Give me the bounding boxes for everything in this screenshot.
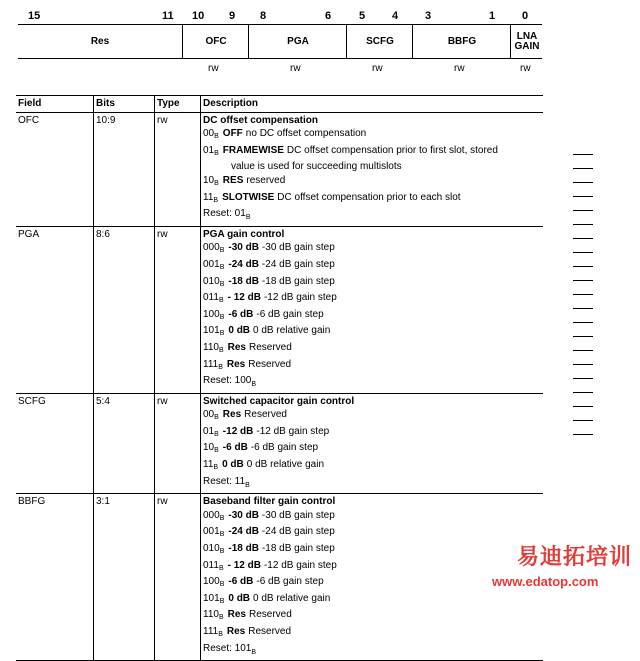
value-mnemonic: Res: [227, 609, 246, 621]
value-code-digits: 00: [203, 128, 215, 140]
margin-dash: [573, 336, 593, 337]
bit-label: 15: [28, 10, 41, 22]
cell-description: [201, 393, 544, 494]
value-code-digits: 001: [203, 526, 220, 538]
value-text: -6 dB gain step: [250, 442, 319, 454]
value-mnemonic: -6 dB: [228, 308, 254, 320]
value-mnemonic: -24 dB: [228, 258, 259, 270]
value-code: [203, 526, 224, 537]
value-code-digits: 001: [203, 258, 220, 270]
value-option: [203, 441, 541, 458]
value-mnemonic: 0 dB: [228, 592, 251, 604]
value-code: [203, 609, 224, 620]
value-code-digits: 00: [203, 409, 215, 421]
value-mnemonic: -18 dB: [228, 543, 259, 555]
header-description: Description: [201, 96, 544, 113]
value-code-digits: 011: [203, 292, 219, 304]
value-option: [203, 408, 541, 425]
value-text: 0 dB relative gain: [246, 459, 325, 471]
value-code-digits: 100: [203, 308, 220, 320]
value-code-base: B: [219, 330, 225, 338]
value-text: -6 dB gain step: [256, 308, 324, 320]
margin-dash: [573, 210, 593, 211]
value-code-digits: 101: [203, 592, 220, 604]
cell-type: rw: [155, 494, 201, 661]
value-code-base: B: [214, 179, 219, 187]
value-code-digits: 11: [203, 459, 214, 471]
margin-dash: [573, 266, 593, 267]
value-mnemonic: OFF: [222, 128, 243, 140]
bit-label: 9: [229, 10, 236, 22]
bit-label: 5: [359, 10, 366, 22]
description-title: Switched capacitor gain control: [203, 395, 355, 407]
value-text: -12 dB gain step: [263, 292, 337, 304]
value-code: [203, 192, 218, 203]
value-mnemonic: -6 dB: [228, 576, 254, 588]
value-code-base: B: [218, 564, 224, 572]
value-mnemonic: Res: [222, 409, 242, 421]
field-bbfg: BBFG: [412, 25, 511, 58]
value-code-base: B: [218, 297, 224, 305]
header-field: Field: [16, 96, 94, 113]
margin-dash: [573, 322, 593, 323]
margin-dash: [573, 434, 593, 435]
value-mnemonic: -18 dB: [228, 275, 259, 287]
value-text-continued: value is used for succeeding multislots: [231, 161, 402, 173]
value-mnemonic: -30 dB: [228, 242, 259, 254]
bit-number-row: [0, 0, 640, 20]
cell-field: PGA: [16, 226, 94, 393]
value-option: [203, 608, 541, 625]
value-text: -6 dB gain step: [256, 576, 324, 588]
margin-dash: [573, 154, 593, 155]
value-code-base: B: [219, 548, 225, 556]
value-code: [203, 442, 219, 453]
table-row: [16, 112, 543, 226]
bit-label: 0: [522, 10, 529, 22]
margin-dash: [573, 378, 593, 379]
field-ofc: OFC: [182, 25, 249, 58]
value-code-base: B: [214, 414, 219, 422]
margin-dash: [573, 350, 593, 351]
value-code: [203, 259, 224, 270]
value-code-digits: 110: [203, 609, 219, 621]
value-code-base: B: [218, 363, 223, 371]
value-code: [203, 459, 218, 470]
value-mnemonic: FRAMEWISE: [222, 144, 284, 156]
cell-bits: 10:9: [94, 112, 155, 226]
value-code: [203, 626, 223, 637]
margin-dash: [573, 252, 593, 253]
value-mnemonic: -12 dB: [222, 425, 254, 437]
value-code-digits: 01: [203, 144, 215, 156]
reset-value: [203, 374, 541, 392]
margin-dash: [573, 308, 593, 309]
margin-dash: [573, 238, 593, 239]
value-code: [203, 175, 219, 186]
margin-dashes: [573, 154, 595, 448]
table-header-row: [16, 96, 543, 113]
value-option: [203, 509, 541, 526]
value-code: [203, 309, 224, 320]
value-option: [203, 458, 541, 475]
cell-field: SCFG: [16, 393, 94, 494]
value-code-digits: 010: [203, 275, 220, 287]
value-code-base: B: [219, 313, 225, 321]
bit-label: 6: [325, 10, 332, 22]
field-pga: PGA: [248, 25, 347, 58]
value-option: [203, 324, 541, 341]
value-code-base: B: [219, 581, 225, 589]
value-text: -18 dB gain step: [261, 543, 335, 555]
cell-type: rw: [155, 112, 201, 226]
header-bits: Bits: [94, 96, 155, 113]
value-text: -24 dB gain step: [261, 258, 335, 270]
value-code: [203, 543, 224, 554]
cell-bits: 8:6: [94, 226, 155, 393]
reset-base: B: [251, 648, 257, 656]
value-code-digits: 01: [203, 425, 215, 437]
reset-base: B: [251, 381, 257, 389]
value-option: [203, 525, 541, 542]
bit-label: 4: [392, 10, 399, 22]
value-code: [203, 145, 219, 156]
margin-dash: [573, 294, 593, 295]
value-option: [203, 144, 541, 161]
value-text: -24 dB gain step: [261, 526, 335, 538]
access-bbfg: rw: [454, 63, 465, 74]
value-code: [203, 128, 219, 139]
cell-bits: 5:4: [94, 393, 155, 494]
value-text: Reserved: [248, 341, 292, 353]
reset-text: Reset: 11: [203, 475, 246, 487]
value-code-base: B: [213, 464, 219, 472]
value-code-base: B: [218, 614, 224, 622]
value-option: [203, 592, 541, 609]
value-code-digits: 101: [203, 325, 220, 337]
value-code: [203, 242, 224, 253]
value-mnemonic: SLOTWISE: [222, 191, 275, 203]
value-code: [203, 276, 224, 287]
value-code: [203, 359, 223, 370]
value-code: [203, 342, 224, 353]
value-option: [203, 191, 541, 208]
value-code-digits: 111: [203, 358, 219, 370]
value-option: [203, 127, 541, 144]
register-layout: [18, 24, 542, 59]
value-code-digits: 110: [203, 341, 219, 353]
value-code-digits: 000: [203, 242, 220, 254]
value-code-digits: 011: [203, 559, 219, 571]
margin-dash: [573, 406, 593, 407]
cell-type: rw: [155, 393, 201, 494]
value-code: [203, 325, 224, 336]
value-text: Reserved: [248, 626, 292, 637]
reset-text: Reset: 101: [203, 642, 252, 654]
value-option: [203, 575, 541, 592]
value-text: -12 dB gain step: [263, 559, 337, 571]
value-option: [203, 425, 541, 442]
cell-field: BBFG: [16, 494, 94, 661]
value-option: [203, 542, 541, 559]
margin-dash: [573, 420, 593, 421]
value-mnemonic: Res: [226, 626, 246, 637]
value-text: -18 dB gain step: [261, 275, 335, 287]
table-row: [16, 226, 543, 393]
value-mnemonic: 0 dB: [228, 325, 251, 337]
value-code-base: B: [213, 196, 219, 204]
reset-base: B: [245, 214, 251, 222]
value-code-digits: 11: [203, 191, 214, 203]
value-option: [203, 559, 541, 576]
value-mnemonic: - 12 dB: [227, 559, 261, 571]
value-text: -30 dB gain step: [261, 242, 335, 254]
value-text: 0 dB relative gain: [253, 325, 331, 337]
cell-description: [201, 226, 544, 393]
margin-dash: [573, 392, 593, 393]
field-scfg: SCFG: [346, 25, 413, 58]
value-text: 0 dB relative gain: [253, 592, 331, 604]
value-mnemonic: Res: [226, 358, 246, 370]
value-code-base: B: [214, 447, 219, 455]
description-title: PGA gain control: [203, 228, 285, 240]
value-code-digits: 10: [203, 442, 215, 454]
value-option: [203, 174, 541, 191]
access-scfg: rw: [372, 63, 383, 74]
value-mnemonic: RES: [222, 174, 244, 186]
cell-field: OFC: [16, 112, 94, 226]
watermark-logo: 易迪拓培训: [516, 544, 632, 569]
bit-label: 10: [192, 10, 205, 22]
value-text: -12 dB gain step: [256, 425, 330, 437]
value-option: [203, 258, 541, 275]
value-code-base: B: [214, 430, 219, 438]
value-text: reserved: [246, 174, 286, 186]
value-code: [203, 426, 219, 437]
value-text: Reserved: [248, 358, 292, 370]
value-mnemonic: Res: [227, 341, 246, 353]
bit-label: 11: [162, 10, 174, 22]
value-code-base: B: [219, 263, 225, 271]
table-row: [16, 494, 543, 661]
margin-dash: [573, 168, 593, 169]
value-mnemonic: -30 dB: [228, 509, 259, 521]
header-type: Type: [155, 96, 201, 113]
value-code-digits: 111: [203, 626, 219, 637]
access-pga: rw: [290, 63, 301, 74]
value-code-base: B: [219, 247, 225, 255]
access-lna-gain: rw: [520, 63, 531, 74]
margin-dash: [573, 224, 593, 225]
value-code-base: B: [219, 597, 225, 605]
reset-value: [203, 207, 541, 225]
value-code-base: B: [219, 514, 225, 522]
value-code-digits: 000: [203, 509, 220, 521]
reset-base: B: [245, 481, 250, 489]
cell-bits: 3:1: [94, 494, 155, 661]
value-code-digits: 10: [203, 174, 215, 186]
value-mnemonic: -24 dB: [228, 526, 259, 538]
value-option: [203, 241, 541, 258]
reset-text: Reset: 100: [203, 375, 252, 387]
description-title: Baseband filter gain control: [203, 496, 336, 508]
value-text: DC offset compensation prior to each slot: [277, 191, 461, 203]
value-code-base: B: [214, 149, 219, 157]
value-code-digits: 010: [203, 543, 220, 555]
value-code-base: B: [219, 531, 225, 539]
value-code: [203, 560, 224, 571]
bit-label: 1: [489, 10, 496, 22]
cell-type: rw: [155, 226, 201, 393]
margin-dash: [573, 196, 593, 197]
reset-value: [203, 642, 541, 660]
value-text: DC offset compensation prior to first slot, stored: [286, 144, 498, 156]
value-code-base: B: [218, 631, 223, 638]
value-mnemonic: -6 dB: [222, 442, 248, 454]
table-row: [16, 393, 543, 494]
value-option: [203, 291, 541, 308]
value-option: [203, 308, 541, 325]
value-text: no DC offset compensation: [245, 128, 367, 140]
value-code-base: B: [219, 280, 225, 288]
value-code: [203, 593, 224, 604]
description-title: DC offset compensation: [203, 114, 319, 126]
value-option: [203, 625, 541, 642]
value-text: Reserved: [244, 409, 287, 421]
watermark-url: www.edatop.com: [492, 574, 599, 589]
value-option: [203, 358, 541, 375]
bit-label: 8: [260, 10, 267, 22]
value-mnemonic: - 12 dB: [227, 292, 261, 304]
margin-dash: [573, 280, 593, 281]
cell-description: [201, 112, 544, 226]
value-option: [203, 275, 541, 292]
value-text: -30 dB gain step: [261, 509, 335, 521]
margin-dash: [573, 364, 593, 365]
bit-label: 3: [425, 10, 432, 22]
field-res: Res: [90, 35, 110, 47]
field-description-table: [16, 95, 543, 661]
value-code-digits: 100: [203, 576, 220, 588]
value-code: [203, 576, 224, 587]
value-code: [203, 409, 219, 420]
value-mnemonic: 0 dB: [222, 459, 244, 471]
value-text: Reserved: [248, 609, 292, 621]
reset-value: [203, 475, 541, 493]
reset-text: Reset: 01: [203, 208, 246, 220]
margin-dash: [573, 182, 593, 183]
value-code-base: B: [214, 133, 219, 141]
value-code: [203, 510, 224, 521]
value-code-base: B: [218, 346, 224, 354]
value-code: [203, 292, 224, 303]
value-option: [203, 341, 541, 358]
access-ofc: rw: [208, 63, 219, 74]
field-lna-gain: LNA GAIN: [510, 25, 543, 58]
